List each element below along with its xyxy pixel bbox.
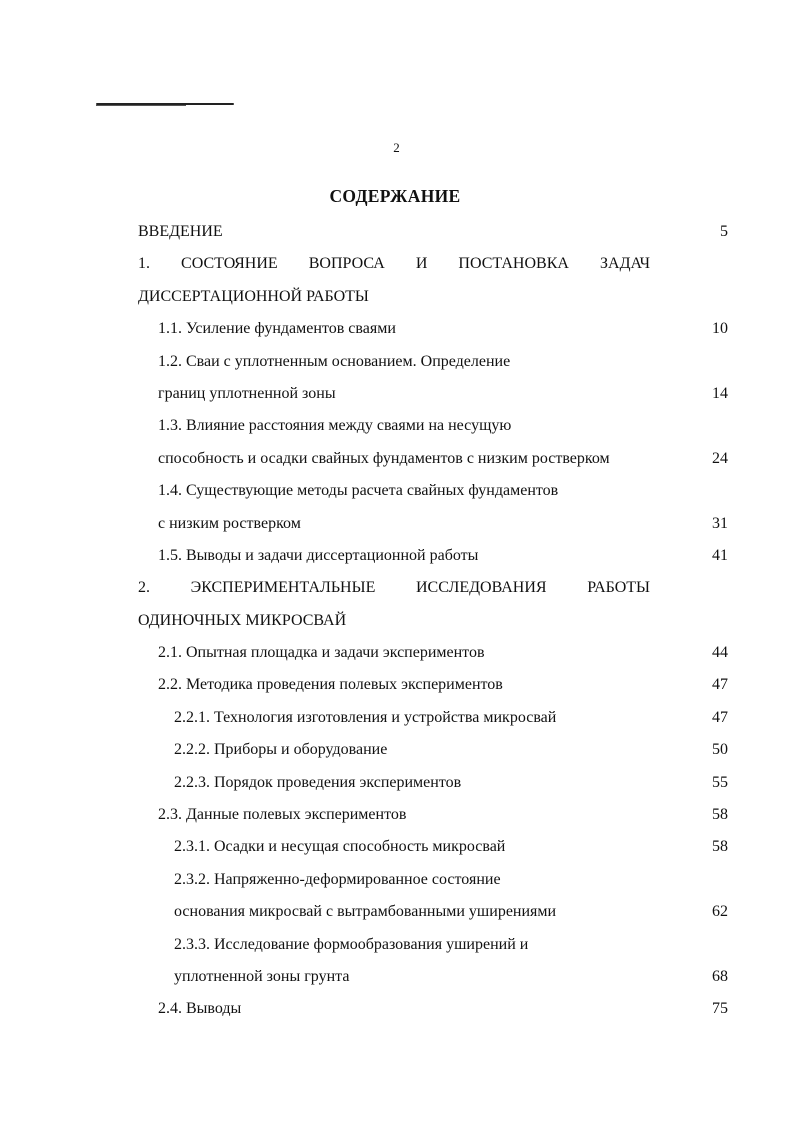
- toc-entry-text: ОДИНОЧНЫХ МИКРОСВАЙ: [138, 611, 347, 629]
- toc-page-number: 62: [712, 903, 728, 921]
- scan-mark: [96, 103, 234, 105]
- toc-entry-text: 2.2. Методика проведения полевых экспериментов: [158, 676, 503, 694]
- toc-entry-text: 2.1. Опытная площадка и задачи экспериментов: [158, 644, 485, 662]
- toc-entry-text: 2.3.3. Исследование формообразования уширений и: [174, 935, 529, 953]
- toc-entry-text: 1.4. Существующие методы расчета свайных фундаментов: [158, 482, 559, 500]
- toc-entry-2-3-1[interactable]: [138, 831, 728, 863]
- toc-entry-text: 1. СОСТОЯНИЕ ВОПРОСА И ПОСТАНОВКА ЗАДАЧ: [138, 255, 650, 273]
- toc-entry-text: 2. ЭКСПЕРИМЕНТАЛЬНЫЕ ИССЛЕДОВАНИЯ РАБОТЫ: [138, 579, 650, 597]
- toc-entry-2-3-2[interactable]: [138, 864, 728, 929]
- page-number: 2: [393, 140, 400, 155]
- toc-entry-text: уплотненной зоны грунта: [174, 967, 350, 985]
- toc-entry-2-2-1[interactable]: [138, 702, 728, 734]
- toc-page-number: 58: [712, 806, 728, 824]
- toc-entry-text: ДИССЕРТАЦИОННОЙ РАБОТЫ: [138, 287, 369, 305]
- toc-page-number: 31: [712, 514, 728, 532]
- toc-page-number: 44: [712, 644, 728, 662]
- toc-page-number: 75: [712, 1000, 728, 1018]
- toc-entry-text: 2.2.1. Технология изготовления и устройства микросвай: [174, 708, 557, 726]
- toc-entry-text: 2.2.2. Приборы и оборудование: [174, 741, 388, 759]
- toc-entry-text: 1.2. Сваи с уплотненным основанием. Определение: [158, 352, 511, 370]
- toc-entry-text: границ уплотненной зоны: [158, 384, 336, 402]
- toc-page-number: 24: [712, 449, 728, 467]
- toc-page-number: 68: [712, 967, 728, 985]
- toc-entry-text: с низким ростверком: [158, 514, 301, 532]
- toc-entry-1-5[interactable]: [138, 540, 728, 572]
- toc-entry-1-3[interactable]: [138, 410, 728, 475]
- toc-entry-text: 1.1. Усиление фундаментов сваями: [158, 320, 396, 338]
- toc-entry-2-1[interactable]: [138, 637, 728, 669]
- toc-entry-text: 1.3. Влияние расстояния между сваями на несущую: [158, 417, 512, 435]
- toc-entry-1-1[interactable]: [138, 313, 728, 345]
- toc-page-number: 50: [712, 741, 728, 759]
- toc-entry-text: 2.4. Выводы: [158, 1000, 242, 1018]
- toc-entry-text: 2.3.1. Осадки и несущая способность микросвай: [174, 838, 506, 856]
- toc-entry-introduction[interactable]: [138, 216, 728, 248]
- toc-entry-text: основания микросвай с вытрамбованными уширениями: [174, 903, 557, 921]
- toc-entry-1-2[interactable]: [138, 346, 728, 411]
- toc-entry-2-3[interactable]: [138, 799, 728, 831]
- toc-entry-2-2-2[interactable]: [138, 734, 728, 766]
- toc-entry-1-4[interactable]: [138, 475, 728, 540]
- toc-entry-2-3-3[interactable]: [138, 929, 728, 994]
- toc-entry-chapter-1[interactable]: [138, 248, 728, 313]
- toc-page-number: 5: [720, 223, 728, 240]
- toc-entry-text: способность и осадки свайных фундаментов с низким ростверком: [158, 449, 610, 467]
- toc-entry-text: 2.3. Данные полевых экспериментов: [158, 806, 407, 824]
- toc-entry-2-2-3[interactable]: [138, 767, 728, 799]
- toc-entry-chapter-2[interactable]: [138, 572, 728, 637]
- toc-entry-text: 1.5. Выводы и задачи диссертационной работы: [158, 546, 479, 564]
- toc-entry-text: ВВЕДЕНИЕ: [138, 223, 223, 240]
- toc-entry-2-4[interactable]: [138, 993, 728, 1025]
- toc-page-number: 47: [712, 676, 728, 694]
- toc-page-number: 10: [712, 320, 728, 338]
- toc-entry-text: 2.3.2. Напряженно-деформированное состояние: [174, 870, 501, 888]
- toc-title: СОДЕРЖАНИЕ: [329, 186, 461, 206]
- toc-page-number: 41: [712, 546, 728, 564]
- toc-entry-2-2[interactable]: [138, 669, 728, 701]
- toc-page-number: 55: [712, 773, 728, 791]
- toc-page-number: 47: [712, 708, 728, 726]
- toc-page-number: 14: [712, 384, 728, 402]
- toc-entry-text: 2.2.3. Порядок проведения экспериментов: [174, 773, 462, 791]
- table-of-contents: [138, 216, 728, 1026]
- toc-page-number: 58: [712, 838, 728, 856]
